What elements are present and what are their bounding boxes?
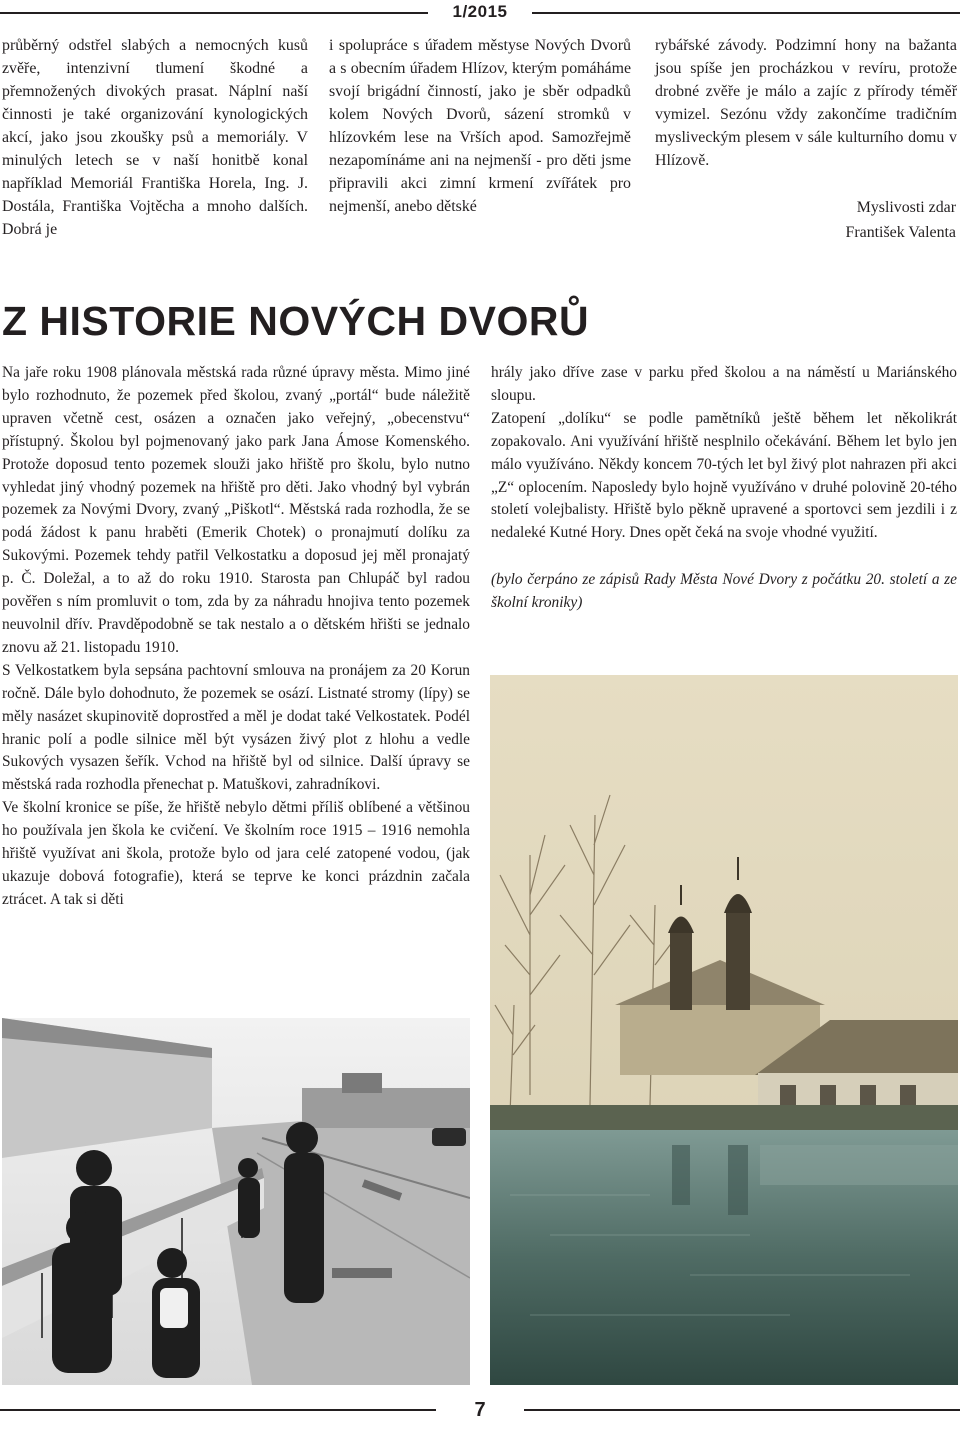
header-rule-left bbox=[0, 12, 428, 14]
page-number: 7 bbox=[474, 1399, 486, 1421]
article-left-column bbox=[2, 362, 470, 912]
article-paragraph: S Velkostatkem byla sepsána pachtovní smlouva na pronájem za 20 Korun ročně. Dále bylo dohodnuto, že pozemek se osází. Listnaté stromy (lípy) se měly nasázet skupinovitě doprostřed a měl je dodat také Velkostatek. Podél hranic polí a podle silnice měl být vysázen živý plot z hlohu a vedle Sukových vysazen šeřík. Vchod na hřiště byl od silnice. Další úpravy se městská rada rozhodla přenechat p. Matuškovi, zahradníkovi. bbox=[2, 661, 470, 794]
source-note: (bylo čerpáno ze zápisů Rady Města Nové Dvory z počátku 20. století a ze školní kroniky) bbox=[491, 571, 957, 612]
flooded-field-photo bbox=[490, 675, 958, 1385]
footer-rule-right bbox=[524, 1409, 960, 1411]
signoff-author: František Valenta bbox=[845, 224, 956, 241]
article-paragraph: Na jaře roku 1908 plánovala městská rada různé úpravy města. Mimo jiné bylo rozhodnuto, že pozemek před školou, zvaný „portál“ bude náležitě upraven včetně cest, osázen a označen jako veřejný, „obecenstvu“ přístupný. Školou byl pojmenovaný jako park Jana Ámose Komenského. Protože doposud tento pozemek slouži jako hřiště pro školu, bylo nutno vyhledat jiný vhodný pozemek na hřiště pro děti. Jako vhodný byl vybrán pozemek za Novými Dvory, zvaný „Piškotl“. Městská rada rozhodla, že se podá žádost k panu hraběti (Emerik Chotek) o pronajmutí dolíku za Sukovými. Pozemek tehdy patřil Velkostatku a doposud jej měl pronajatý p. Č. Doležal, a to až do roku 1910. Starosta pan Chlupáč byl radou pověřen s ním promluvit o tom, zda by za náhradu hnojiva tento pozemek neuvolnil dřív. Pravděpodobně se tak nestalo a o dětském hřišti se jednalo znovu až 21. listopadu 1910. bbox=[2, 364, 470, 656]
top-column-3: rybářské závody. Podzimní hony na bažanta jsou spíše jen procházkou v revíru, protože drobné zvěře je málo a zajíc z přírody téměř vymizel. Sezónu vždy zakončíme tradičním mysliveckým plesem v sále kulturního domu v Hlízově. bbox=[655, 37, 957, 169]
signoff-greeting: Myslivosti zdar bbox=[856, 199, 956, 216]
article-paragraph: Ve školní kronice se píše, že hřiště nebylo dětmi příliš oblíbené a většinou ho používala jen škola ke cvičení. Ve školním roce 1915 – 1916 nemohla hřiště využívat ani škola, protože bylo od jara celé zatopené vodou, (jak ukazuje dobová fotografie), která se teprve ke konci prázdnin začala ztrácet. A tak si děti bbox=[2, 799, 470, 908]
article-paragraph: Zatopení „dolíku“ se podle pamětníků ještě během let několikrát zopakovalo. Ani využívání hřiště nesplnilo očekávání. Během let bylo jen málo využíváno. Někdy koncem 70-tých let byl živý plot nahrazen při akci „Z“ oplocením. Naposledy bylo hojně využíváno v druhé polovině 20-tého století volejbalisty. Hřiště bylo pěkně upravené a sportovci sem jezdili i z nedaleké Kutné Hory. Dnes opět čeká na svoje vhodné využití. bbox=[491, 409, 957, 542]
top-column-1: průběrný odstřel slabých a nemocných kusů zvěře, intenzivní tlumení škodné a přemnožených divokých prasat. Náplní naší činnosti je také organizování kynologických akcí, jako jsou zkoušky psů a memoriály. V minulých letech se v naší honitbě konal například Memoriál Františka Horela, Ing. J. Dostála, Františka Vojtěcha a mnoho dalších. Dobrá je bbox=[2, 37, 308, 238]
issue-number: 1/2015 bbox=[452, 2, 508, 21]
top-column-2: i spolupráce s úřadem městyse Nových Dvorů a s obecním úřadem Hlízov, kterým pomáháme svojí brigádní činností, jako je sběr odpadků kolem Nových Dvorů, sázení stromků v hlízovkém lese na Vrších apod. Samozřejmě nezapomínáme ani na nejmenší - pro děti jsme připravili akci zimní krmení zvířátek pro nejmenší, anebo dětské bbox=[329, 37, 631, 215]
article-right-column bbox=[491, 362, 957, 615]
workers-fence-photo bbox=[2, 1018, 470, 1385]
header-rule-right bbox=[532, 12, 960, 14]
footer-rule-left bbox=[0, 1409, 436, 1411]
article-paragraph: hrály jako dříve zase v parku před školou a na náměstí u Mariánského sloupu. bbox=[491, 364, 957, 404]
signoff bbox=[846, 195, 956, 245]
article-title: Z HISTORIE NOVÝCH DVORŮ bbox=[2, 298, 590, 344]
